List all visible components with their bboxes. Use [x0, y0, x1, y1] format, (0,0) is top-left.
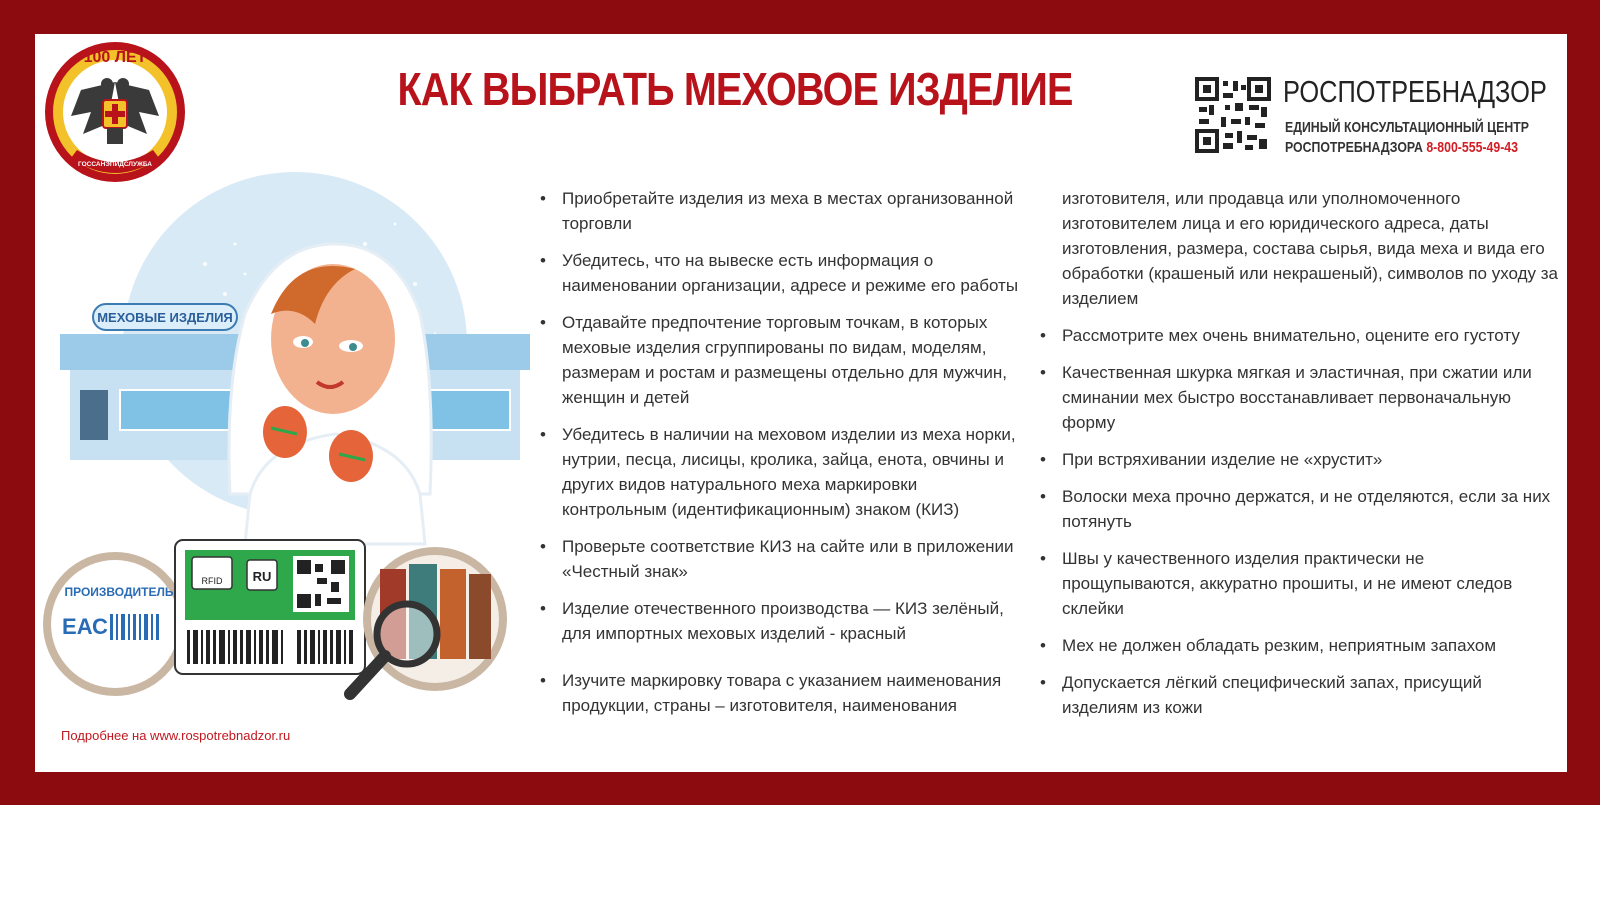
brand-contact-line [1285, 139, 1518, 156]
page-title: КАК ВЫБРАТЬ МЕХОВОЕ ИЗДЕЛИЕ [397, 63, 1073, 115]
producer-label: ПРОИЗВОДИТЕЛЬ [64, 585, 174, 599]
tip-item: • Рассмотрите мех очень внимательно, оцените его густоту [1040, 323, 1560, 348]
tip-item: • Убедитесь в наличии на меховом изделии из меха норки, нутрии, песца, лисицы, кролика, зайца, енота, овчины и других видов натурального меха маркировки контрольным (идентификационным) знаком (КИЗ) [540, 422, 1020, 522]
brand-center-line: ЕДИНЫЙ КОНСУЛЬТАЦИОННЫЙ ЦЕНТР [1285, 119, 1529, 136]
tip-item: • Отдавайте предпочтение торговым точкам, в которых меховые изделия сгруппированы по видам, моделям, размерам и ростам и размещены отдельно для мужчин, женщин и детей [540, 310, 1020, 410]
shop-door [80, 390, 108, 440]
tip-item: • Приобретайте изделия из меха в местах организованной торговли [540, 186, 1020, 236]
tip-item: • Качественная шкурка мягкая и эластичная, при сжатии или сминании мех быстро восстанавливает первоначальную форму [1040, 360, 1560, 435]
tip-item: • Проверьте соответствие КИЗ на сайте или в приложении «Честный знак» [540, 534, 1020, 584]
emblem-bottom-text: ГОССАНЭПИДСЛУЖБА [78, 161, 152, 168]
qr-code-icon[interactable] [1195, 77, 1271, 153]
tips-column-1 [540, 186, 1020, 730]
ru-label: RU [252, 569, 272, 584]
eac-mark: ЕАС [62, 614, 108, 639]
brand-block [1195, 74, 1555, 164]
rfid-label: RFID [201, 576, 223, 586]
shop-sign-text: МЕХОВЫЕ ИЗДЕЛИЯ [97, 310, 233, 325]
brand-name: РОСПОТРЕБНАДЗОР [1283, 74, 1547, 109]
footer-link[interactable]: Подробнее на www.rospotrebnadzor.ru [61, 728, 291, 743]
tip-item: • Волоски меха прочно держатся, и не отделяются, если за них потянуть [1040, 484, 1560, 534]
brand-line2-prefix: РОСПОТРЕБНАДЗОРА [1285, 139, 1423, 156]
tip-item: • Убедитесь, что на вывеске есть информация о наименовании организации, адресе и режиме его работы [540, 248, 1020, 298]
tip-item: • Допускается лёгкий специфический запах, присущий изделиям из кожи [1040, 670, 1560, 720]
illustration [35, 164, 555, 724]
tip-item: • Изучите маркировку товара с указанием наименования продукции, страны – изготовителя, наименования [540, 668, 1020, 718]
tip-item: • При встряхивании изделие не «хрустит» [1040, 447, 1560, 472]
tip-item: • Изделие отечественного производства — КИЗ зелёный, для импортных меховых изделий - красный [540, 596, 1020, 646]
tips-column-2 [1040, 186, 1560, 732]
tip-item: • Швы у качественного изделия практически не прощупываются, аккуратно прошиты, и не имеют следов склейки [1040, 546, 1560, 621]
hotline-phone[interactable]: 8-800-555-49-43 [1426, 139, 1518, 156]
tip-item: • Мех не должен обладать резким, неприятным запахом [1040, 633, 1560, 658]
emblem-ring-text: 100 ЛЕТ [83, 49, 147, 66]
poster [35, 34, 1567, 772]
tip-item-continuation: изготовителя, или продавца или уполномоченного изготовителем лица и его юридического адреса, даты изготовления, размера, состава сырья, вида меха и вида его обработки (крашеный или некрашеный), символов по уходу за изделием [1062, 189, 1559, 308]
